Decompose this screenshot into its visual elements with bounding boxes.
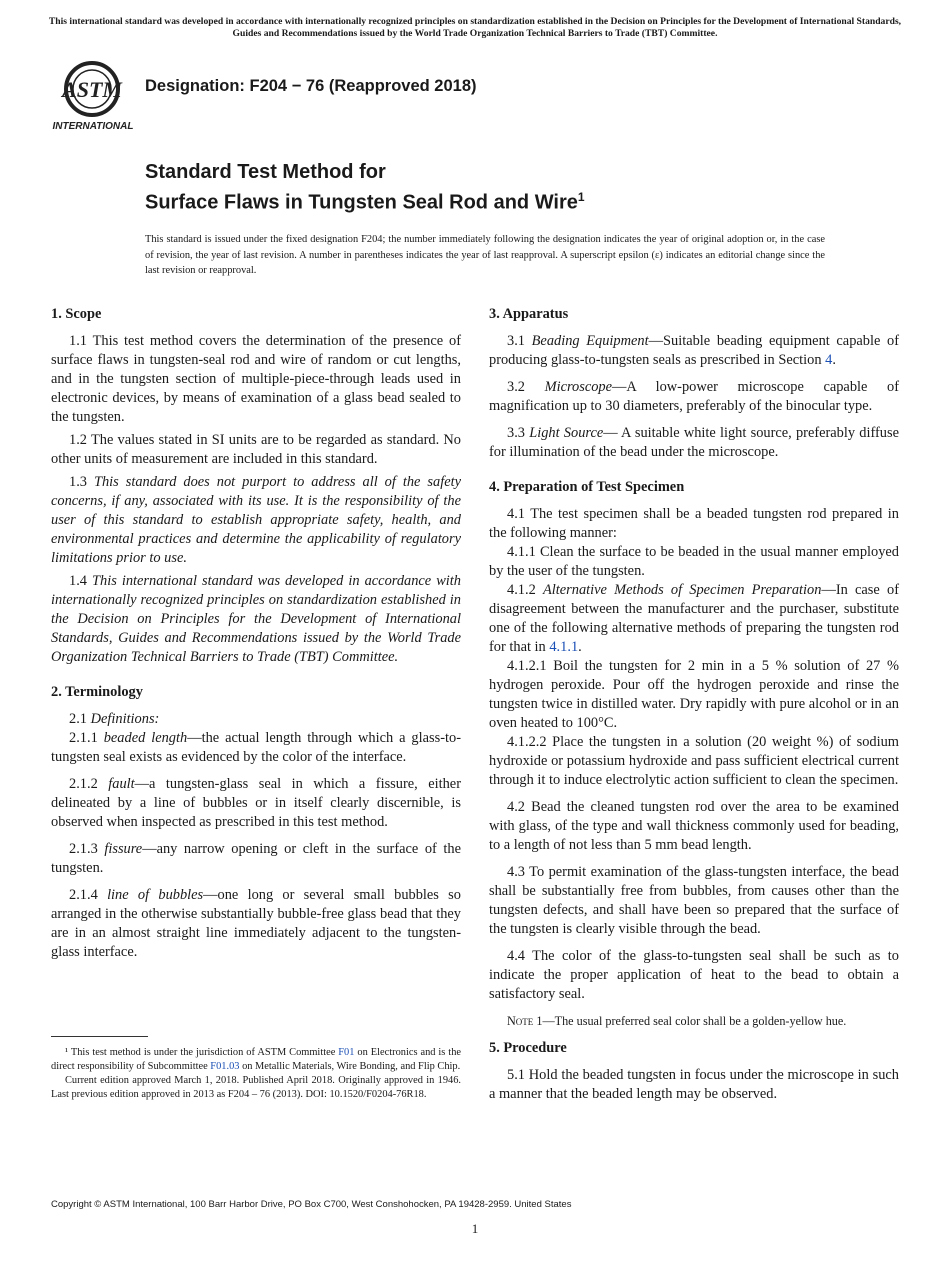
paragraph-3-3: 3.3 Light Source— A suitable white light source, preferably diffuse for illumination of the bead under the microscope. <box>489 425 899 460</box>
paragraph-2-1-4: 2.1.4 line of bubbles—one long or several small bubbles so arranged in the otherwise substantially bubble-free glass bead that they are in an almost straight line immediately adjacent to the tungsten-glass interface. <box>51 887 461 960</box>
paragraph-4-1: 4.1 The test specimen shall be a beaded tungsten rod prepared in the following manner: <box>489 506 899 541</box>
copyright: Copyright © ASTM International, 100 Barr Harbor Drive, PO Box C700, West Conshohocken, PA 19428-2959. United States <box>51 1199 572 1210</box>
section-4-1-1-link[interactable]: 4.1.1 <box>549 639 579 655</box>
paragraph-2-1-1: 2.1.1 beaded length—the actual length through which a glass-to-tungsten seal exists as evidenced by the color of the interface. <box>51 730 461 765</box>
designation: Designation: F204 − 76 (Reapproved 2018) <box>145 77 477 95</box>
paragraph-2-1-3: 2.1.3 fissure—any narrow opening or cleft in the surface of the tungsten. <box>51 841 461 876</box>
paragraph-1-3: 1.3 This standard does not purport to address all of the safety concerns, if any, associated with its use. It is the responsibility of the user of this standard to establish appropriate safety, health, and environmental practices and determine the applicability of regulatory limitations prior to use. <box>51 474 461 566</box>
paragraph-2-1-2: 2.1.2 fault—a tungsten-glass seal in which a fissure, either delineated by a line of bubbles or in itself clearly discernible, is observed when inspected as prescribed in this test method. <box>51 776 461 830</box>
logo-mark: ASTM <box>62 77 122 102</box>
right-column <box>489 305 899 1108</box>
astm-logo <box>52 57 134 133</box>
left-column <box>51 305 461 966</box>
document-title <box>145 160 585 216</box>
section-heading-procedure: 5. Procedure <box>489 1040 567 1056</box>
note-1: Note 1—The usual preferred seal color shall be a golden-yellow hue. <box>507 1014 847 1028</box>
section-4-link[interactable]: 4 <box>825 352 833 368</box>
paragraph-1-2: 1.2 The values stated in SI units are to be regarded as standard. No other units of measurement are included in this standard. <box>51 432 461 467</box>
title-text: Surface Flaws in Tungsten Seal Rod and Wire <box>145 191 578 214</box>
title-line-2 <box>145 185 585 216</box>
paragraph-4-1-1: 4.1.1 Clean the surface to be beaded in the usual manner employed by the user of the tungsten. <box>489 544 899 579</box>
footnote-1: ¹ This test method is under the jurisdiction of ASTM Committee F01 on Electronics and is the direct responsibility of Subcommittee F01.03 on Metallic Materials, Wire Bonding, and Flip Chip. <box>51 1047 461 1072</box>
paragraph-4-1-2-2: 4.1.2.2 Place the tungsten in a solution (20 weight %) of sodium hydroxide or potassium hydroxide and pass sufficient electrical current through it to induce electrolytic action sufficient to clean the specimen. <box>489 734 899 788</box>
paragraph-1-4: 1.4 This international standard was developed in accordance with internationally recognized principles on standardization established in the Decision on Principles for the Development of International Standards, Guides and Recommendations issued by the World Trade Organization Technical Barriers to Trade (TBT) Committee. <box>51 573 461 665</box>
committee-link[interactable]: F01 <box>338 1047 355 1058</box>
paragraph-1-1: 1.1 This test method covers the determination of the presence of surface flaws in tungsten-seal rod and wire of random or cut lengths, and in the tungsten section of multiple-piece-through leads used in electronic devices, by means of examination of a glass bead sealed to the tungsten. <box>51 333 461 425</box>
title-footnote-mark: 1 <box>577 190 585 204</box>
section-heading-apparatus: 3. Apparatus <box>489 306 569 322</box>
footnote-divider <box>51 1036 148 1037</box>
logo-subtext: INTERNATIONAL <box>52 121 134 132</box>
issued-note: This standard is issued under the fixed designation F204; the number immediately following the designation indicates the year of original adoption or, in the case of revision, the year of last revision. A number in parentheses indicates the year of last reapproval. A superscript epsilon (ε) indicates an editorial change since the last revision or reapproval. <box>145 234 825 276</box>
section-heading-preparation: 4. Preparation of Test Specimen <box>489 479 685 495</box>
section-heading-scope: 1. Scope <box>51 306 102 322</box>
title-line-1: Standard Test Method for <box>145 161 386 183</box>
paragraph-5-1: 5.1 Hold the beaded tungsten in focus under the microscope in such a manner that the beaded length may be observed. <box>489 1067 899 1102</box>
paragraph-4-2: 4.2 Bead the cleaned tungsten rod over the area to be examined with glass, of the type and wall thickness commonly used for beading, to a length of not less than 5 mm bead length. <box>489 799 899 853</box>
footnotes <box>51 1046 461 1102</box>
subcommittee-link[interactable]: F01.03 <box>210 1061 240 1072</box>
paragraph-2-1: 2.1 Definitions: <box>69 711 160 727</box>
page-number: 1 <box>471 1221 479 1236</box>
paragraph-3-2: 3.2 Microscope—A low-power microscope capable of magnification up to 30 diameters, preferably of the binocular type. <box>489 379 899 414</box>
paragraph-4-4: 4.4 The color of the glass-to-tungsten seal shall be such as to indicate the proper application of heat to the bead to obtain a satisfactory seal. <box>489 948 899 1002</box>
paragraph-3-1: 3.1 Beading Equipment—Suitable beading equipment capable of producing glass-to-tungsten seals as prescribed in Section 4. <box>489 333 899 368</box>
paragraph-4-3: 4.3 To permit examination of the glass-tungsten interface, the bead shall be substantially free from bubbles, from causes other than the tungsten defects, and shall have been so prepared that the surface of the tungsten is clearly visible through the bead. <box>489 864 899 937</box>
paragraph-4-1-2-1: 4.1.2.1 Boil the tungsten for 2 min in a 5 % solution of 27 % hydrogen peroxide. Pour off the hydrogen peroxide and rinse the tungsten twice in distilled water. Dry rapidly with pure alcohol or in an oven heated to 100°C. <box>489 658 899 731</box>
footnote-edition: Current edition approved March 1, 2018. Published April 2018. Originally approved in 1946. Last previous edition approved in 2013 as F204 – 76 (2013). DOI: 10.1520/F0204-76R18. <box>51 1075 461 1100</box>
paragraph-4-1-2: 4.1.2 Alternative Methods of Specimen Preparation—In case of disagreement between the manufacturer and the purchaser, substitute one of the following alternative methods of preparing the tungsten rod for that in 4.1.1. <box>489 582 899 655</box>
standard-notice: This international standard was developed in accordance with internationally recognized principles on standardization established in the Decision on Principles for the Development of International Standards, Guides and Recommendations issued by the World Trade Organization Technical Barriers to Trade (TBT) Committee. <box>48 16 902 39</box>
section-heading-terminology: 2. Terminology <box>51 684 143 700</box>
